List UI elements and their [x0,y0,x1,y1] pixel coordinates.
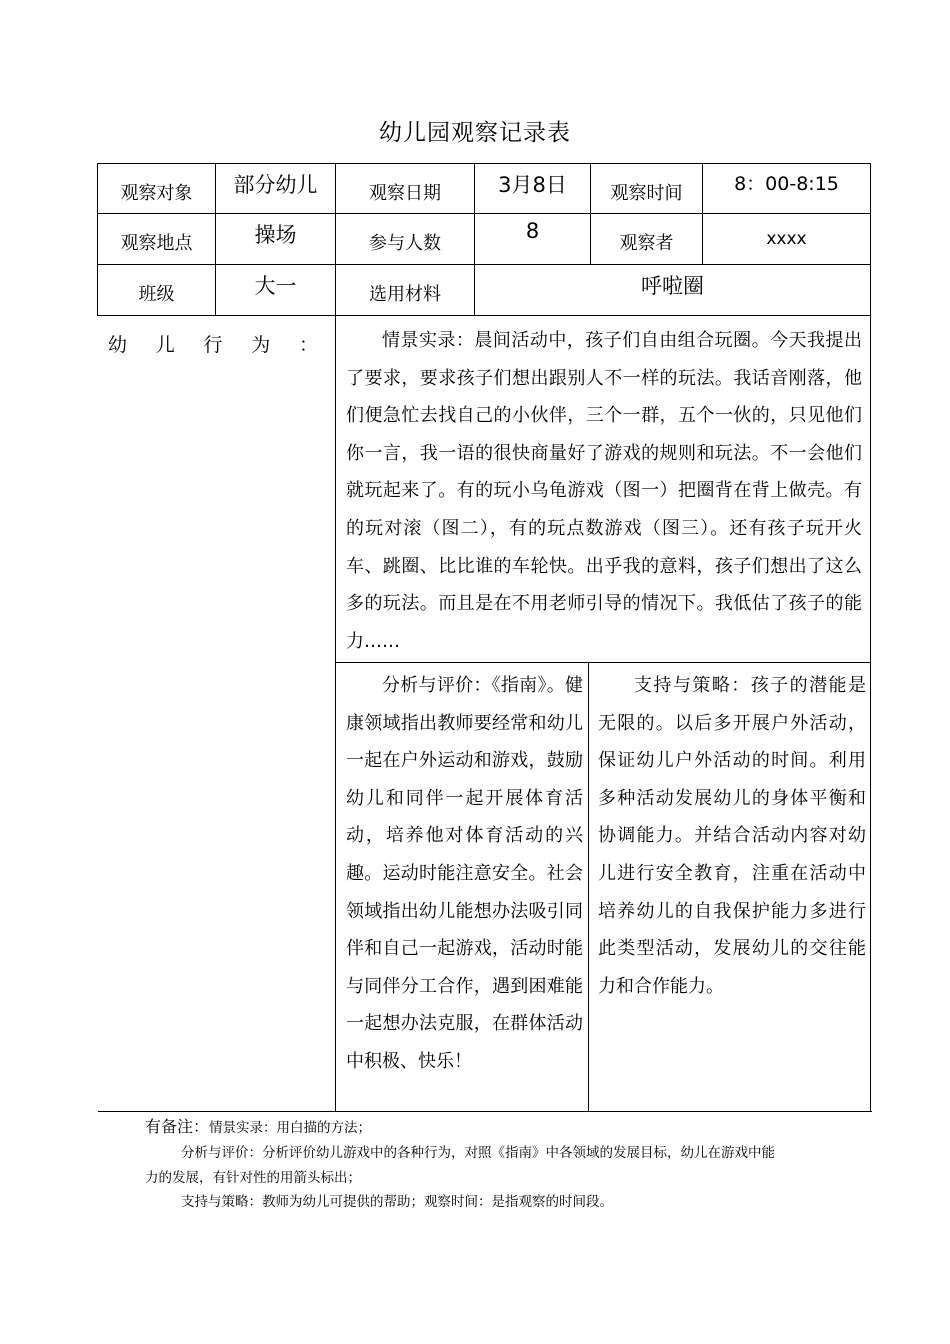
note-prefix: 有备注： [145,1117,210,1136]
note-line-2: 分析与评价：分析评价幼儿游戏中的各种行为，对照《指南》中各领域的发展目标，幼儿在游戏中能 [181,1145,775,1161]
label-participant-count: 参与人数 [335,213,475,265]
label-class: 班级 [97,264,216,316]
behavior-label-char-3: 行 [203,334,223,356]
scene-record-cell [335,315,871,663]
value-participant-count: 8 [474,213,591,265]
label-observation-location: 观察地点 [97,213,216,265]
value-observation-target: 部分幼儿 [215,163,336,214]
label-materials: 选用材料 [335,264,475,316]
strategy-cell [588,662,871,1112]
value-observation-date: 3月8日 [474,163,591,214]
behavior-label-char-1: 幼 [108,334,128,356]
value-class: 大一 [215,264,336,316]
label-observer: 观察者 [590,213,703,265]
value-observation-location: 操场 [215,213,336,265]
analysis-text: 分析与评价：《指南》。健康领域指出教师要经常和幼儿一起在户外运动和游戏，鼓励幼儿和同伴一起开展体育活动，培养他对体育活动的兴趣。运动时能注意安全。社会领域指出幼儿能想办法吸引同伴和自己一起游戏，活动时能与同伴分工合作，遇到困难能一起想办法克服，在群体活动中积极、快乐！ [346,675,583,1072]
behavior-left-column [97,315,336,1112]
label-observation-date: 观察日期 [335,163,475,214]
scene-record-text: 情景实录：晨间活动中，孩子们自由组合玩圈。今天我提出了要求，要求孩子们想出跟别人不一样的玩法。我话音刚落，他们便急忙去找自己的小伙伴，三个一群，五个一伙的，只见他们你一言，我一语的很快商量好了游戏的规则和玩法。不一会他们就玩起来了。有的玩小乌龟游戏（图一）把圈背在背上做壳。有的玩对滚（图二），有的玩点数游戏（图三）。还有孩子玩开火车、跳圈、比比谁的车轮快。出乎我的意料，孩子们想出了这么多的玩法。而且是在不用老师引导的情况下。我低估了孩子的能力…… [346,330,862,652]
value-materials: 呼啦圈 [474,264,871,316]
analysis-cell [335,662,589,1112]
note-line-4: 支持与策略：教师为幼儿可提供的帮助；观察时间：是指观察的时间段。 [181,1194,613,1210]
note-line-1 [145,1114,371,1141]
label-observation-time: 观察时间 [590,163,703,214]
bottom-rule [98,1111,872,1112]
page-title: 幼儿园观察记录表 [379,120,571,146]
behavior-label-char-2: 儿 [155,334,175,356]
label-observation-target: 观察对象 [97,163,216,214]
note-line-3: 力的发展，有针对性的用箭头标出； [145,1170,361,1186]
behavior-label-char-5: ： [298,334,318,356]
strategy-text: 支持与策略：孩子的潜能是无限的。以后多开展户外活动，保证幼儿户外活动的时间。利用多种活动发展幼儿的身体平衡和协调能力。并结合活动内容对幼儿进行安全教育，注重在活动中培养幼儿的自我保护能力多进行此类型活动，发展幼儿的交往能力和合作能力。 [598,675,866,997]
behavior-label-char-4: 为 [251,334,271,356]
value-observer: xxxx [702,213,871,265]
behavior-label [108,330,318,357]
note-line-1-text: 情景实录：用白描的方法； [209,1120,372,1136]
value-observation-time: 8：00-8:15 [702,163,871,214]
